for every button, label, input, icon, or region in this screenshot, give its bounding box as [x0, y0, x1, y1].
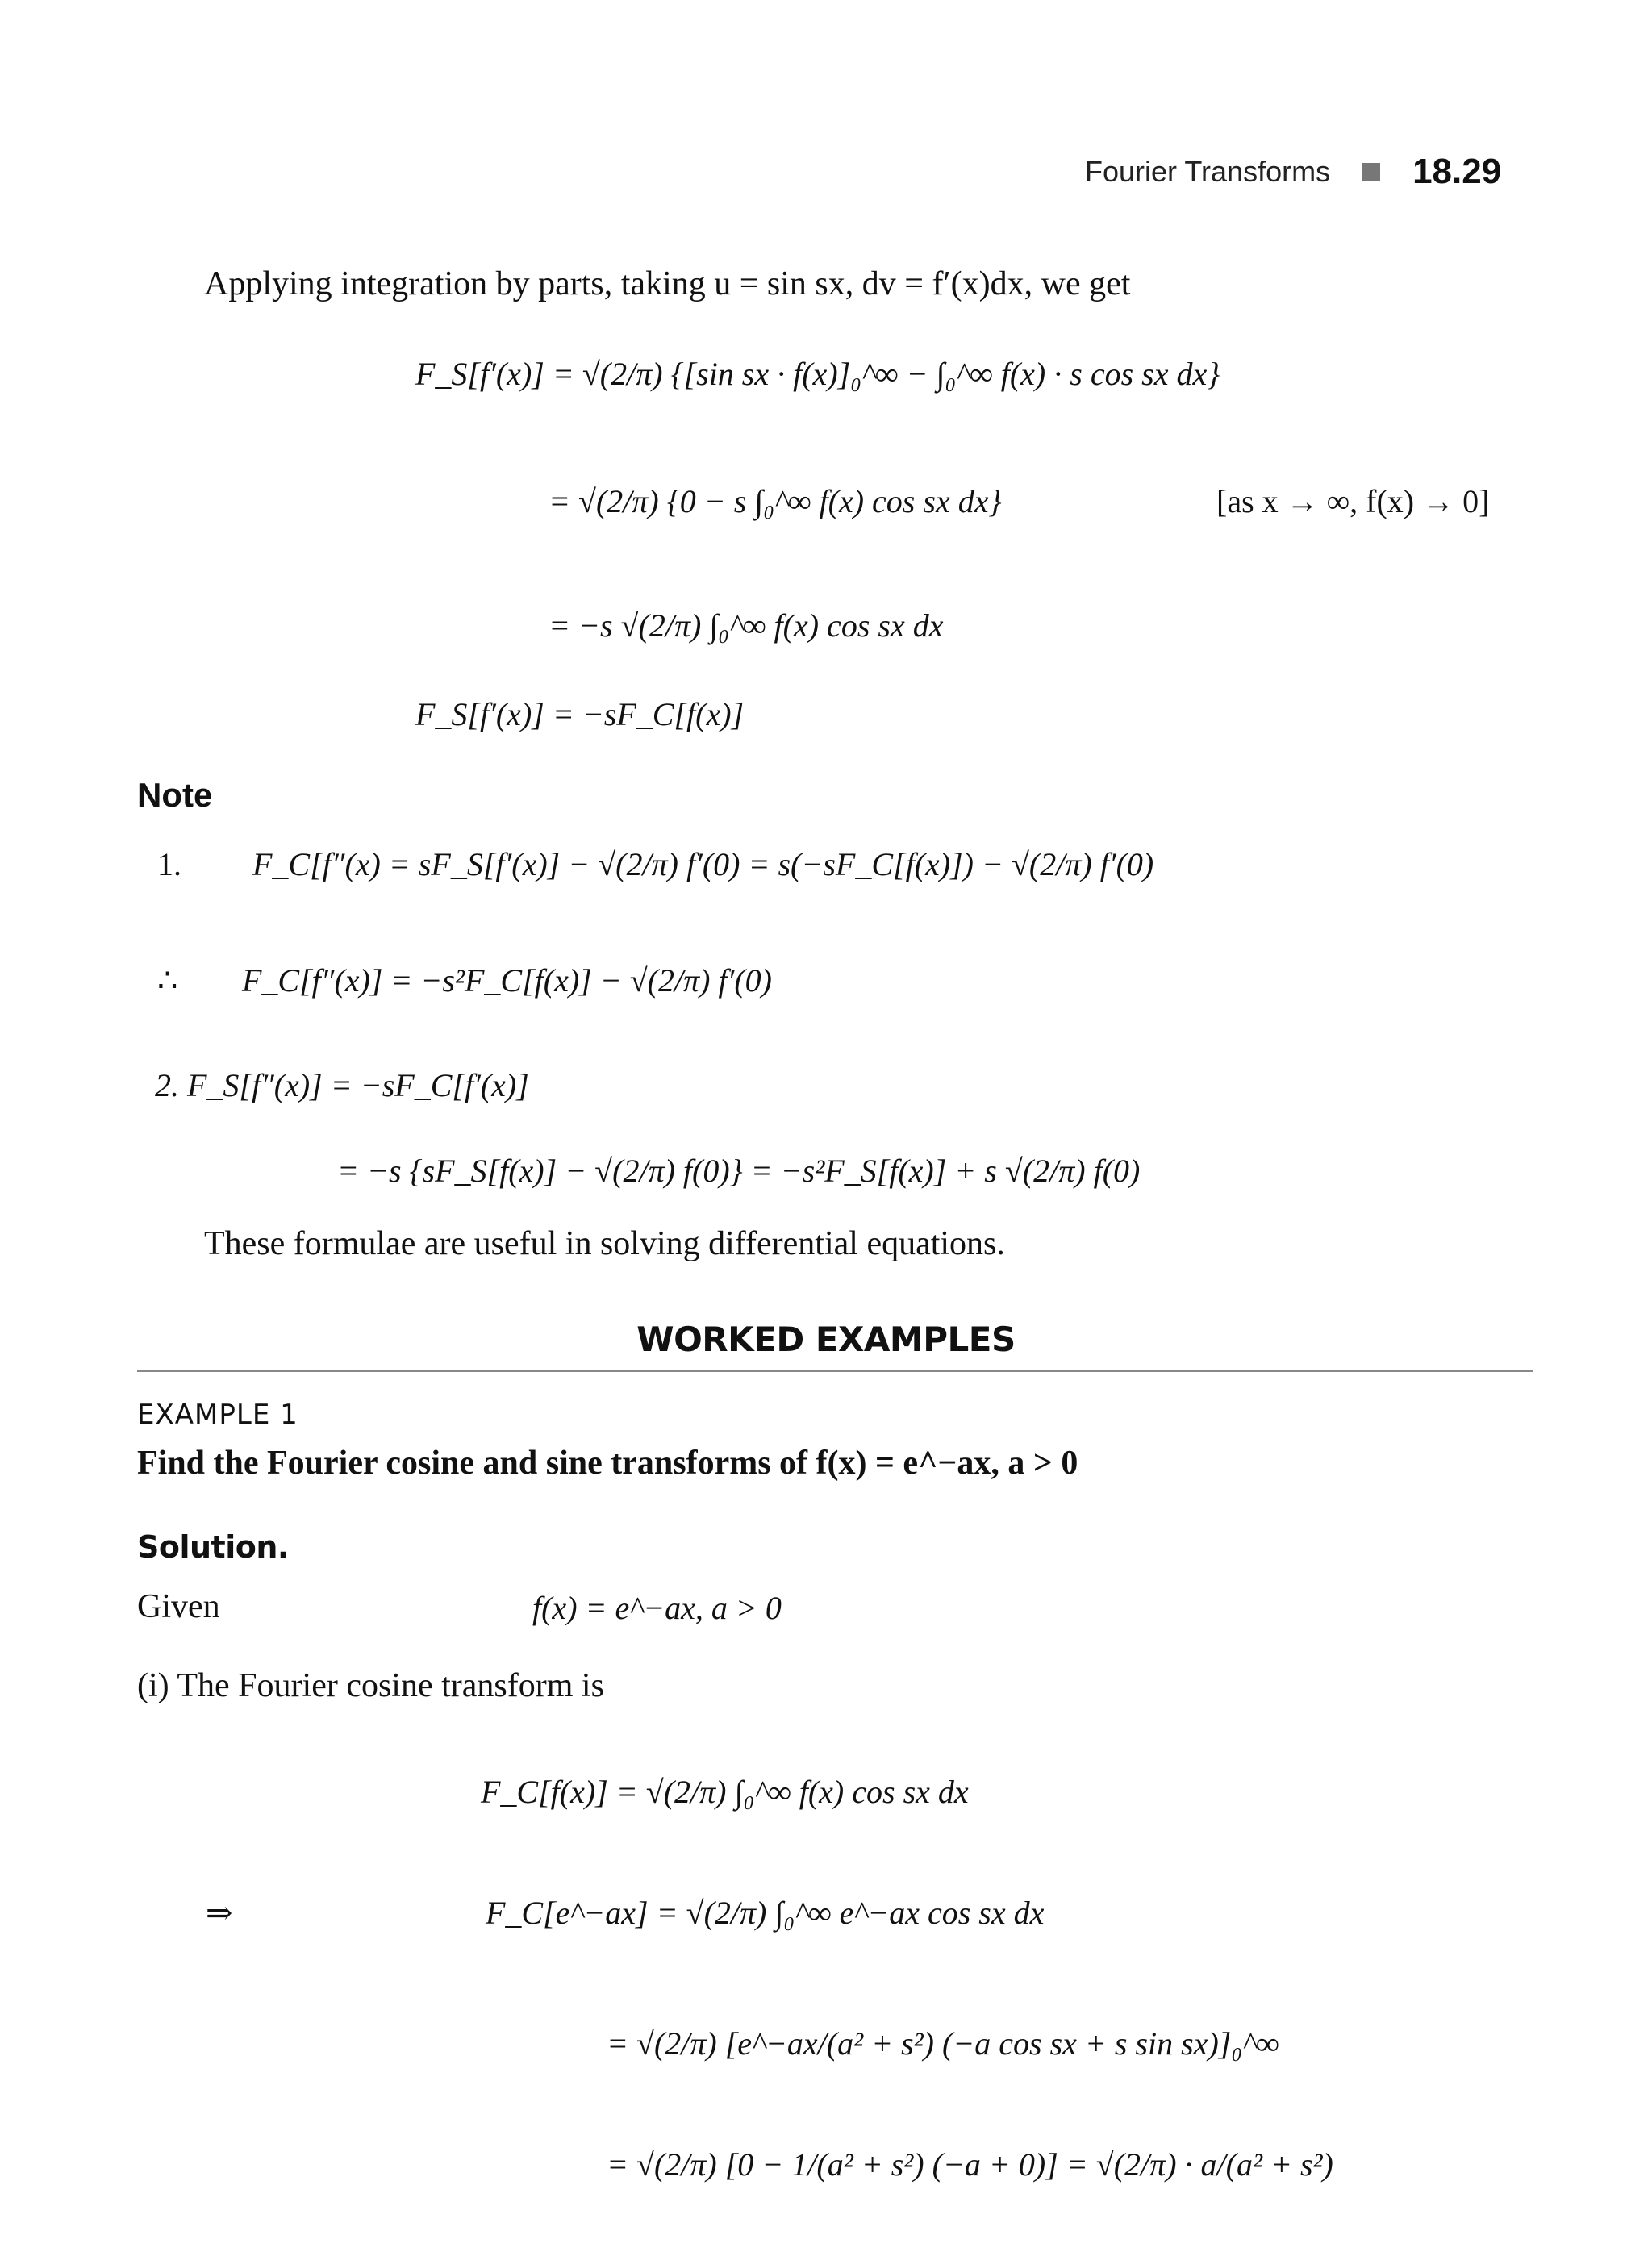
solution-step-2: F_C[e^−ax] = √(2/π) ∫₀^∞ e^−ax cos sx dx [486, 1895, 1045, 1931]
page-number: 18.29 [1412, 152, 1502, 191]
derivation-line-3: = −s √(2/π) ∫₀^∞ f(x) cos sx dx [549, 607, 944, 644]
running-header [1085, 152, 1501, 192]
worked-examples-heading: WORKED EXAMPLES [636, 1320, 1016, 1359]
derivation-line-2: = √(2/π) {0 − s ∫₀^∞ f(x) cos sx dx} [549, 483, 1002, 519]
square-bullet-icon [1362, 163, 1380, 181]
note-item1-line: F_C[f″(x) = sF_S[f′(x)] − √(2/π) f′(0) = s(−sF_C[f(x)]) − √(2/π) f′(0) [252, 846, 1154, 882]
derivation-line-4: F_S[f′(x)] = −sF_C[f(x)] [415, 696, 745, 732]
solution-step-3: = √(2/π) [e^−ax/(a² + s²) (−a cos sx + s sin sx)]₀^∞ [607, 2025, 1279, 2062]
given-label: Given [137, 1588, 220, 1625]
note-closing: These formulae are useful in solving differential equations. [204, 1225, 1005, 1262]
solution-step-1: F_C[f(x)] = √(2/π) ∫₀^∞ f(x) cos sx dx [481, 1774, 969, 1810]
solution-step-4: = √(2/π) [0 − 1/(a² + s²) (−a + 0)] = √(2/π) · a/(a² + s²) [607, 2146, 1333, 2183]
example-label: EXAMPLE 1 [137, 1399, 298, 1431]
note-item1-number: 1. [157, 846, 181, 882]
part-i-text: (i) The Fourier cosine transform is [137, 1667, 604, 1704]
note-item2-line2: = −s {sF_S[f(x)] − √(2/π) f(0)} = −s²F_S[f(x)] + s √(2/π) f(0) [337, 1153, 1141, 1189]
section-divider [137, 1370, 1533, 1372]
intro-text: Applying integration by parts, taking u = sin sx, dv = f′(x)dx, we get [204, 265, 1131, 302]
chapter-title: Fourier Transforms [1085, 155, 1331, 188]
example-problem: Find the Fourier cosine and sine transforms of f(x) = e^−ax, a > 0 [137, 1445, 1078, 1482]
derivation-side-note: [as x → ∞, f(x) → 0] [1216, 483, 1490, 519]
note-item2-line1: 2. F_S[f″(x)] = −sF_C[f′(x)] [155, 1067, 529, 1103]
solution-label: Solution. [137, 1529, 289, 1565]
note-item1-result: F_C[f″(x)] = −s²F_C[f(x)] − √(2/π) f′(0) [242, 962, 772, 999]
therefore-symbol: ∴ [157, 962, 178, 999]
given-expression: f(x) = e^−ax, a > 0 [532, 1590, 782, 1626]
note-heading: Note [137, 776, 213, 814]
implies-symbol: ⇒ [206, 1895, 233, 1931]
derivation-line-1: F_S[f′(x)] = √(2/π) {[sin sx · f(x)]₀^∞ − ∫₀^∞ f(x) · s cos sx dx} [415, 356, 1220, 392]
